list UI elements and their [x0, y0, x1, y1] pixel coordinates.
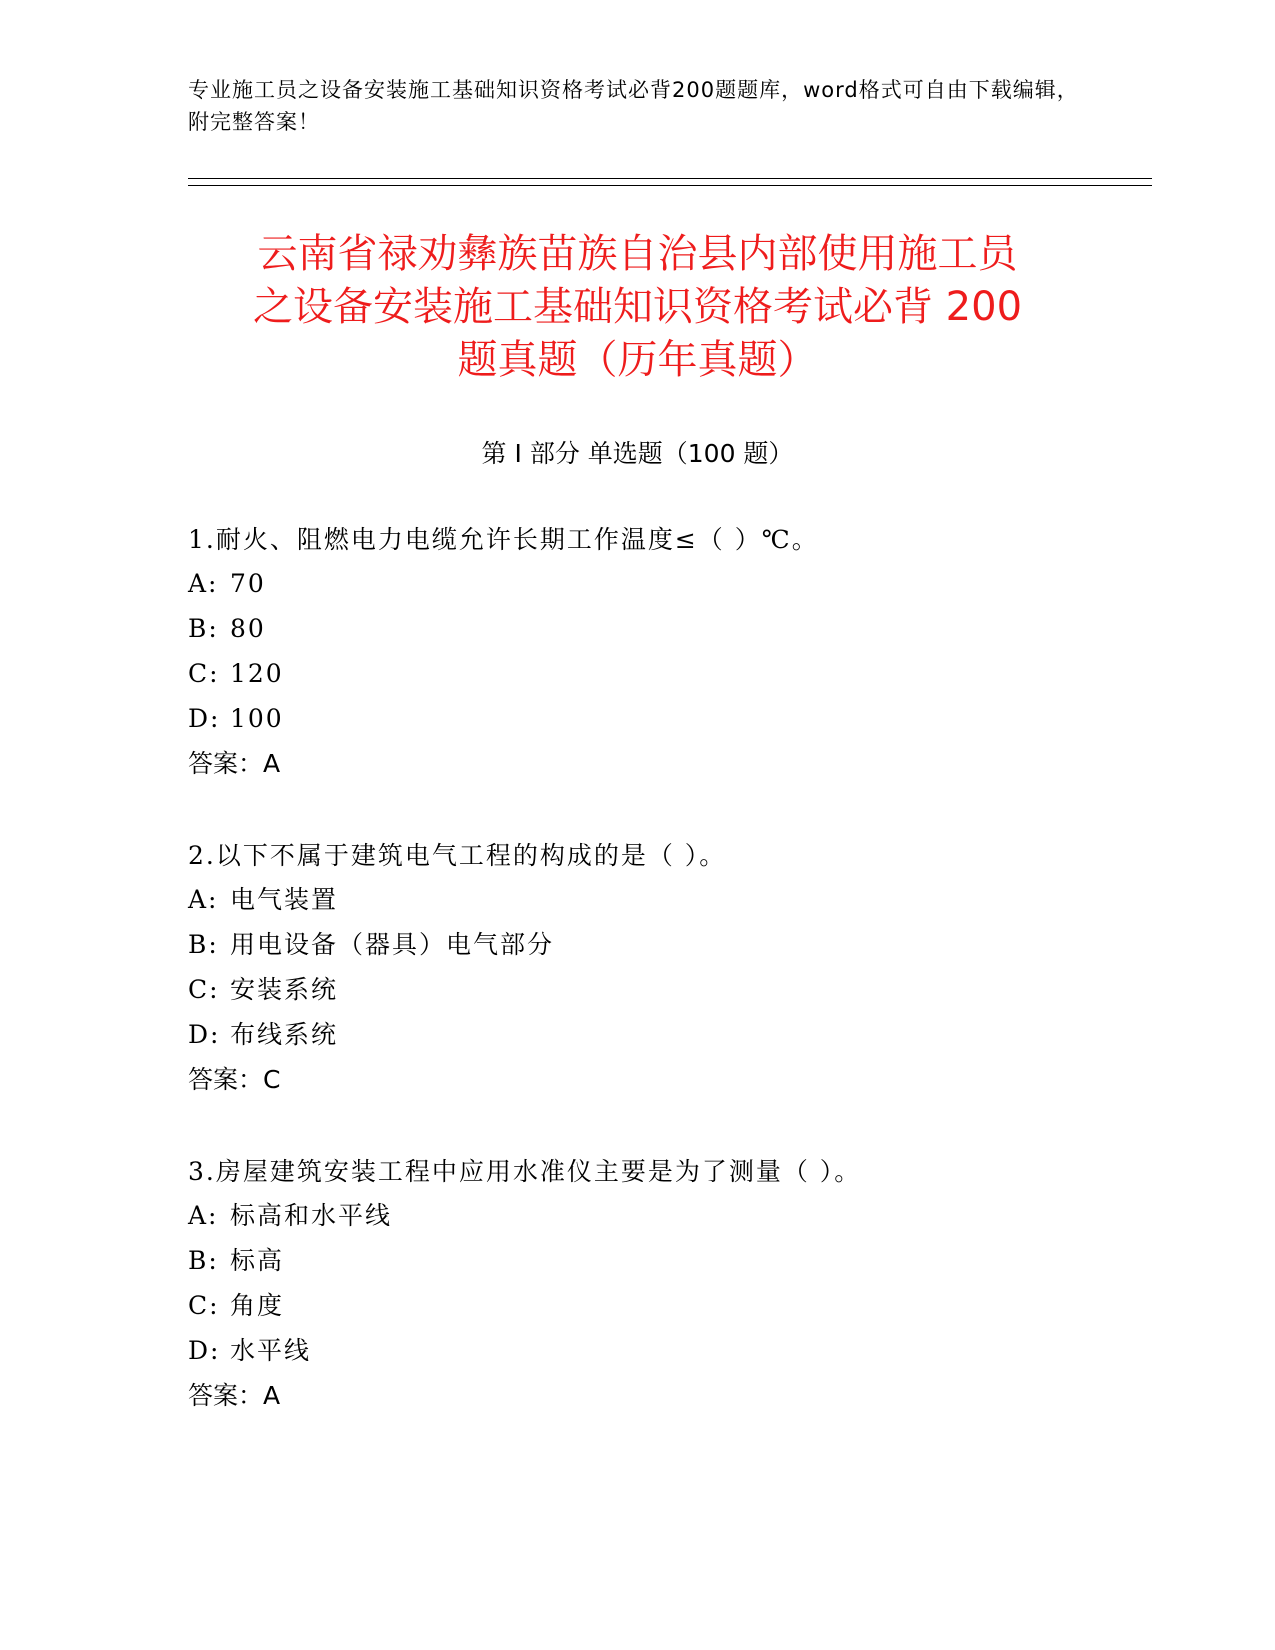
option-text: 安装系统	[230, 975, 339, 1004]
option-text: 水平线	[230, 1336, 312, 1365]
option-c	[188, 652, 1148, 697]
question-answer: 答案：C	[188, 1065, 281, 1094]
option-text: 标高和水平线	[230, 1201, 393, 1230]
option-b	[188, 1239, 1148, 1284]
question-1	[188, 518, 1148, 786]
option-text: 120	[230, 659, 284, 688]
option-letter: D:	[188, 704, 221, 733]
option-letter: A:	[188, 1201, 219, 1230]
main-title-line-3: 题真题（历年真题）	[457, 337, 818, 383]
header-divider-top	[188, 178, 1152, 179]
option-text: 角度	[230, 1291, 285, 1320]
question-2	[188, 834, 1148, 1102]
option-text: 用电设备（器具）电气部分	[230, 930, 555, 959]
header-note: 专业施工员之设备安装施工基础知识资格考试必背200题题库，word格式可自由下载编辑，附完整答案！	[188, 78, 1079, 134]
option-a	[188, 1194, 1148, 1239]
main-title-line-1: 云南省禄劝彝族苗族自治县内部使用施工员	[257, 231, 1018, 277]
option-text: 100	[230, 704, 284, 733]
question-answer: 答案：A	[188, 749, 281, 778]
option-letter: B:	[188, 614, 219, 643]
option-letter: A:	[188, 885, 219, 914]
question-stem: 2.以下不属于建筑电气工程的构成的是（ ）。	[188, 841, 727, 870]
question-stem: 1.耐火、阻燃电力电缆允许长期工作温度≤（ ）℃。	[188, 525, 819, 554]
option-letter: D:	[188, 1336, 221, 1365]
option-letter: C:	[188, 975, 220, 1004]
option-letter: B:	[188, 930, 219, 959]
option-c	[188, 968, 1148, 1013]
option-letter: B:	[188, 1246, 219, 1275]
question-answer: 答案：A	[188, 1381, 281, 1410]
option-text: 布线系统	[230, 1020, 339, 1049]
option-text: 70	[230, 569, 266, 598]
option-letter: C:	[188, 1291, 220, 1320]
part-title: 第 I 部分 单选题（100 题）	[481, 439, 794, 468]
option-letter: A:	[188, 569, 219, 598]
option-d	[188, 1329, 1148, 1374]
main-title-line-2: 之设备安装施工基础知识资格考试必背 200	[252, 284, 1023, 330]
option-c	[188, 1284, 1148, 1329]
main-title	[150, 228, 1125, 387]
option-d	[188, 1013, 1148, 1058]
option-b	[188, 923, 1148, 968]
header-divider-bottom	[188, 185, 1152, 186]
question-stem: 3.房屋建筑安装工程中应用水准仪主要是为了测量（ ）。	[188, 1157, 862, 1186]
option-letter: D:	[188, 1020, 221, 1049]
option-text: 80	[230, 614, 266, 643]
option-b	[188, 607, 1148, 652]
option-a	[188, 878, 1148, 923]
option-letter: C:	[188, 659, 220, 688]
option-a	[188, 562, 1148, 607]
option-text: 电气装置	[230, 885, 339, 914]
question-3	[188, 1150, 1148, 1418]
option-d	[188, 697, 1148, 742]
option-text: 标高	[230, 1246, 285, 1275]
